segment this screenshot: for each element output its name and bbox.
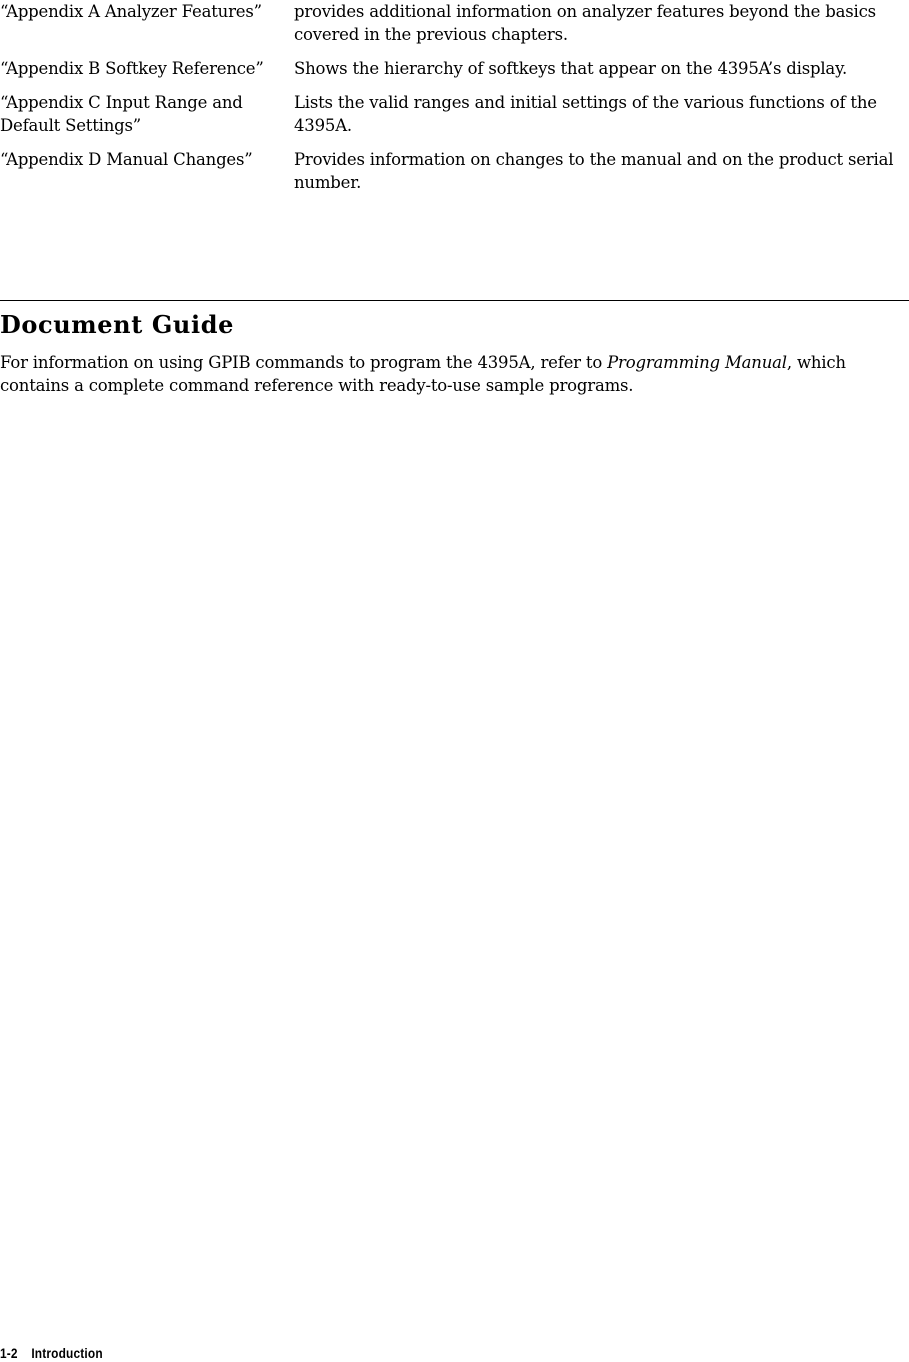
appendix-term: “Appendix D Manual Changes” — [0, 150, 253, 169]
section-divider — [0, 300, 909, 301]
paragraph-text: , which contains a complete command reference with ready-to-use sample programs. — [0, 353, 846, 395]
appendix-term: “Appendix B Softkey Reference” — [0, 59, 264, 78]
appendix-description: Lists the valid ranges and initial settings of the various functions of the 4395A. — [294, 93, 877, 135]
appendix-description: provides additional information on analyzer features beyond the basics covered in the previous chapters. — [294, 2, 876, 44]
appendix-row-c — [0, 91, 909, 137]
appendix-row-b — [0, 57, 909, 80]
appendix-row-d — [0, 148, 909, 194]
section-heading: Document Guide — [0, 310, 234, 339]
page-footer — [0, 1344, 103, 1362]
appendix-term: “Appendix A Analyzer Features” — [0, 2, 262, 21]
manual-title: Programming Manual — [607, 353, 787, 372]
appendix-description: Provides information on changes to the manual and on the product serial number. — [294, 150, 894, 192]
chapter-name: Introduction — [31, 1345, 103, 1361]
section-paragraph — [0, 351, 880, 397]
appendix-table — [0, 0, 909, 205]
appendix-row-a — [0, 0, 909, 46]
appendix-description: Shows the hierarchy of softkeys that appear on the 4395A’s display. — [294, 59, 848, 78]
appendix-term: “Appendix C Input Range and Default Settings” — [0, 93, 243, 135]
paragraph-text: For information on using GPIB commands to program the 4395A, refer to — [0, 353, 608, 372]
page-number: 1-2 — [0, 1345, 18, 1361]
